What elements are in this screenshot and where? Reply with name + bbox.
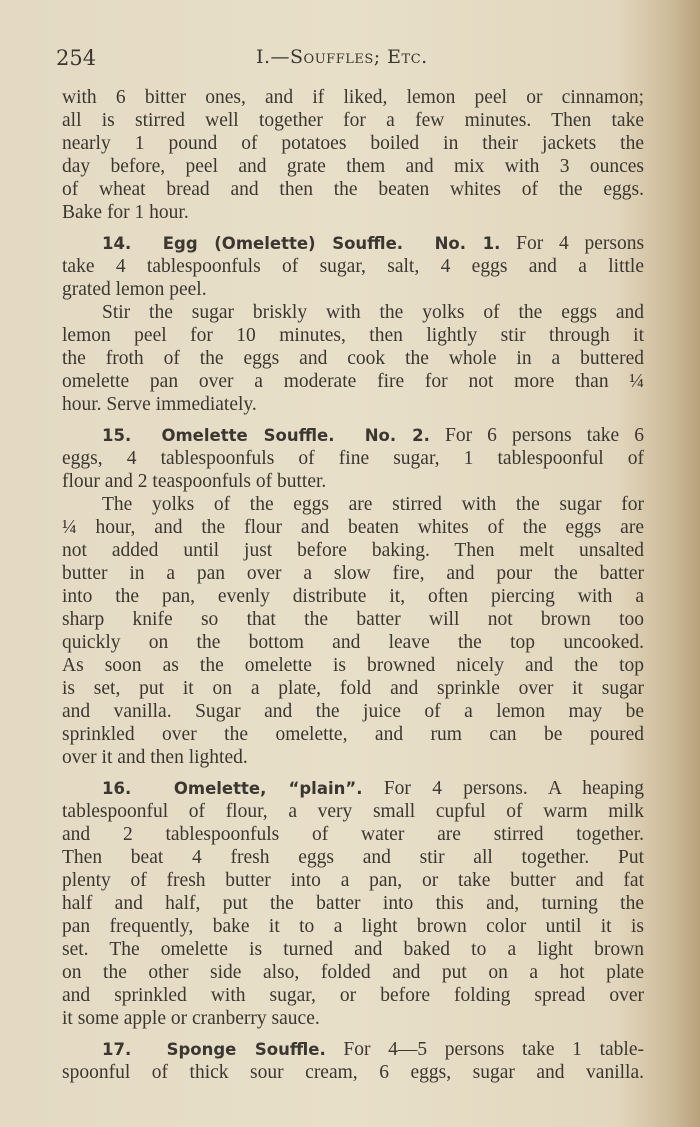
recipe-number: 15.	[102, 426, 132, 445]
text-line: tablespoonful of flour, a very small cupful of warm milk	[62, 801, 644, 822]
recipe-title: Omelette, “plain”.	[173, 779, 363, 798]
text-line: flour and 2 teaspoonfuls of butter.	[62, 471, 327, 492]
heading-text: For 4—5 persons take 1 table-	[343, 1039, 644, 1060]
section-gap	[62, 416, 644, 424]
recipe-section	[62, 224, 644, 416]
recipe-section	[62, 1030, 644, 1084]
text-line: sprinkled over the omelette, and rum can be poured	[62, 724, 644, 745]
recipe-section	[62, 769, 644, 1030]
heading-text: For 6 persons take 6	[444, 425, 644, 446]
recipe-heading	[62, 777, 644, 800]
text-line: Bake for 1 hour.	[62, 202, 189, 223]
recipe-title: Sponge Souffle.	[166, 1040, 326, 1059]
text-line: and sprinkled with sugar, or before folding spread over	[62, 985, 644, 1006]
text-line: not added until just before baking. Then melt unsalted	[62, 540, 644, 561]
text-line: pan frequently, bake it to a light brown color until it is	[62, 916, 644, 937]
page-header	[56, 46, 646, 76]
text-line: over it and then lighted.	[62, 747, 248, 768]
running-head: I.—Souffles; Etc.	[256, 46, 428, 68]
text-line: take 4 tablespoonfuls of sugar, salt, 4 eggs and a little	[62, 256, 644, 277]
page-number: 254	[56, 46, 97, 70]
recipe-heading	[62, 1038, 644, 1061]
text-line: nearly 1 pound of potatoes boiled in their jackets the	[62, 133, 644, 154]
text-line: of wheat bread and then the beaten whites of the eggs.	[62, 179, 644, 200]
recipe-heading	[62, 424, 644, 447]
text-line: all is stirred well together for a few minutes. Then take	[62, 110, 644, 131]
recipe-number: 17.	[102, 1040, 132, 1059]
text-line: half and half, put the batter into this and, turning the	[62, 893, 644, 914]
text-line: eggs, 4 tablespoonfuls of fine sugar, 1 tablespoonful of	[62, 448, 644, 469]
text-line: lemon peel for 10 minutes, then lightly stir through it	[62, 325, 644, 346]
text-line: omelette pan over a moderate fire for not more than ¼	[62, 371, 644, 392]
text-line: and 2 tablespoonfuls of water are stirred together.	[62, 824, 644, 845]
recipe-number: 16.	[102, 779, 132, 798]
section-gap	[62, 1030, 644, 1038]
text-line: day before, peel and grate them and mix with 3 ounces	[62, 156, 644, 177]
text-line: spoonful of thick sour cream, 6 eggs, sugar and vanilla.	[62, 1062, 644, 1083]
text-line: the froth of the eggs and cook the whole in a buttered	[62, 348, 644, 369]
section-gap	[62, 769, 644, 777]
page-body	[62, 86, 644, 1084]
text-line: Then beat 4 fresh eggs and stir all together. Put	[62, 847, 644, 868]
recipe-number: 14.	[102, 234, 132, 253]
text-line: and vanilla. Sugar and the juice of a lemon may be	[62, 701, 644, 722]
section-gap	[62, 224, 644, 232]
text-line: ¼ hour, and the flour and beaten whites of the eggs are	[62, 517, 644, 538]
text-line: The yolks of the eggs are stirred with the sugar for	[102, 494, 644, 515]
recipe-subtitle: No. 2.	[364, 426, 430, 445]
text-line: butter in a pan over a slow fire, and pour the batter	[62, 563, 644, 584]
continued-paragraph	[62, 86, 644, 224]
heading-text: For 4 persons	[516, 233, 644, 254]
text-line: it some apple or cranberry sauce.	[62, 1008, 320, 1029]
text-line: set. The omelette is turned and baked to a light brown	[62, 939, 644, 960]
text-line: is set, put it on a plate, fold and sprinkle over it sugar	[62, 678, 644, 699]
recipe-section	[62, 416, 644, 769]
heading-text: For 4 persons. A heaping	[383, 778, 644, 799]
text-line: on the other side also, folded and put on a hot plate	[62, 962, 644, 983]
recipe-heading	[62, 232, 644, 255]
text-line: As soon as the omelette is browned nicely and the top	[62, 655, 644, 676]
text-line: plenty of fresh butter into a pan, or take butter and fat	[62, 870, 644, 891]
text-line: Stir the sugar briskly with the yolks of the eggs and	[102, 302, 644, 323]
text-line: with 6 bitter ones, and if liked, lemon peel or cinnamon;	[62, 87, 644, 108]
text-line: quickly on the bottom and leave the top uncooked.	[62, 632, 644, 653]
recipe-title: Omelette Souffle.	[161, 426, 335, 445]
text-line: hour. Serve immediately.	[62, 394, 257, 415]
text-line: grated lemon peel.	[62, 279, 207, 300]
text-line: sharp knife so that the batter will not brown too	[62, 609, 644, 630]
recipe-title: Egg (Omelette) Souffle.	[162, 234, 404, 253]
recipe-subtitle: No. 1.	[434, 234, 501, 253]
text-line: into the pan, evenly distribute it, often piercing with a	[62, 586, 644, 607]
